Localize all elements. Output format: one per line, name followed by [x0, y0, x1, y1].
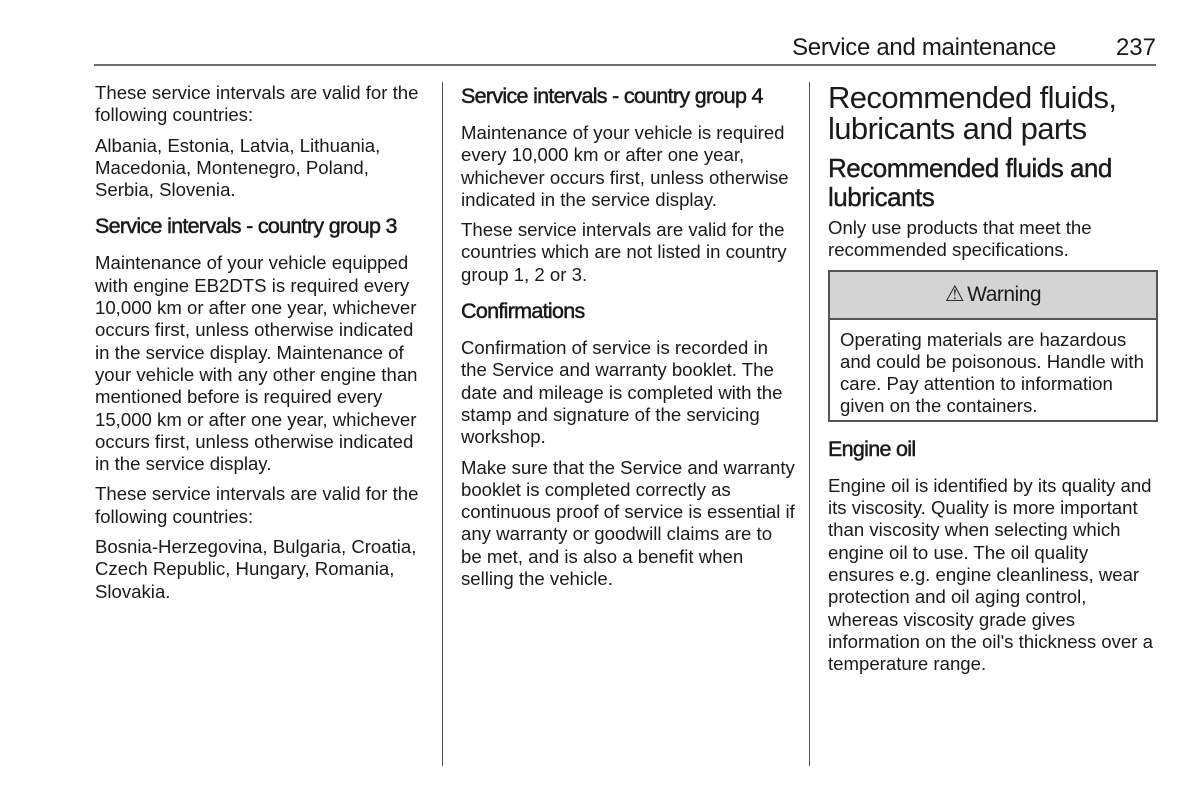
- column-divider: [442, 82, 443, 766]
- warning-text: Operating materials are hazardous and could be poisonous. Handle with care. Pay attention to information given on the containers.: [840, 328, 1144, 417]
- paragraph: These service intervals are valid for the countries which are not listed in country group 1, 2 or 3.: [461, 219, 787, 285]
- column-middle: [461, 82, 796, 598]
- paragraph: Only use products that meet the recommended specifications.: [828, 217, 1092, 261]
- paragraph: Bosnia-Herzegovina, Bulgaria, Croatia, Czech Republic, Hungary, Romania, Slovakia.: [95, 536, 417, 602]
- heading-country-group-4: Service intervals - country group 4: [461, 84, 763, 108]
- paragraph: Albania, Estonia, Latvia, Lithuania, Macedonia, Montenegro, Poland, Serbia, Slovenia.: [95, 134, 381, 201]
- paragraph: Maintenance of your vehicle equipped with engine EB2DTS is required every 10,000 km or after one year, whichever occurs first, unless otherwise indicated in the service display. Maintenance of your vehicle with any other engine than mentioned before is required every 15,000 km or after one year, whichever occurs first, unless otherwise indicated in the service display.: [95, 252, 418, 475]
- page-number: 237: [1115, 34, 1156, 61]
- chapter-heading: Recommended fluids, lubricants and parts: [828, 80, 1117, 146]
- warning-triangle-icon: ⚠: [944, 282, 965, 308]
- warning-header: [830, 272, 1156, 320]
- heading-engine-oil: Engine oil: [828, 436, 916, 461]
- heading-country-group-3: Service intervals - country group 3: [95, 214, 397, 239]
- paragraph: Confirmation of service is recorded in the Service and warranty booklet. The date and mileage is completed with the stamp and signature of the servicing workshop.: [461, 337, 783, 448]
- warning-box: [828, 270, 1158, 422]
- column-right: [828, 82, 1158, 683]
- column-left: [95, 82, 430, 611]
- paragraph: These service intervals are valid for the following countries:: [95, 82, 419, 126]
- paragraph: Maintenance of your vehicle is required every 10,000 km or after one year, whichever occurs first, unless otherwise indicated in the service display.: [461, 122, 789, 210]
- warning-title: Warning: [967, 282, 1042, 306]
- heading-confirmations: Confirmations: [461, 299, 585, 324]
- warning-body: [830, 320, 1156, 418]
- section-title: Service and maintenance: [792, 34, 1056, 61]
- column-divider: [809, 82, 810, 766]
- section-heading: Recommended fluids and lubricants: [828, 153, 1112, 212]
- paragraph: Make sure that the Service and warranty booklet is completed correctly as continuous proof of service is essential if any warranty or goodwill claims are to be met, and is also a benefit when selling the vehicle.: [461, 456, 795, 590]
- paragraph: These service intervals are valid for the following countries:: [95, 483, 419, 527]
- paragraph: Engine oil is identified by its quality and its viscosity. Quality is more important than viscosity when selecting which engine oil to use. The oil quality ensures e.g. engine cleanliness, wear protection and oil aging control, whereas viscosity grade gives information on the oil's thickness over a temperature range.: [828, 474, 1153, 675]
- page-header: [94, 28, 1156, 66]
